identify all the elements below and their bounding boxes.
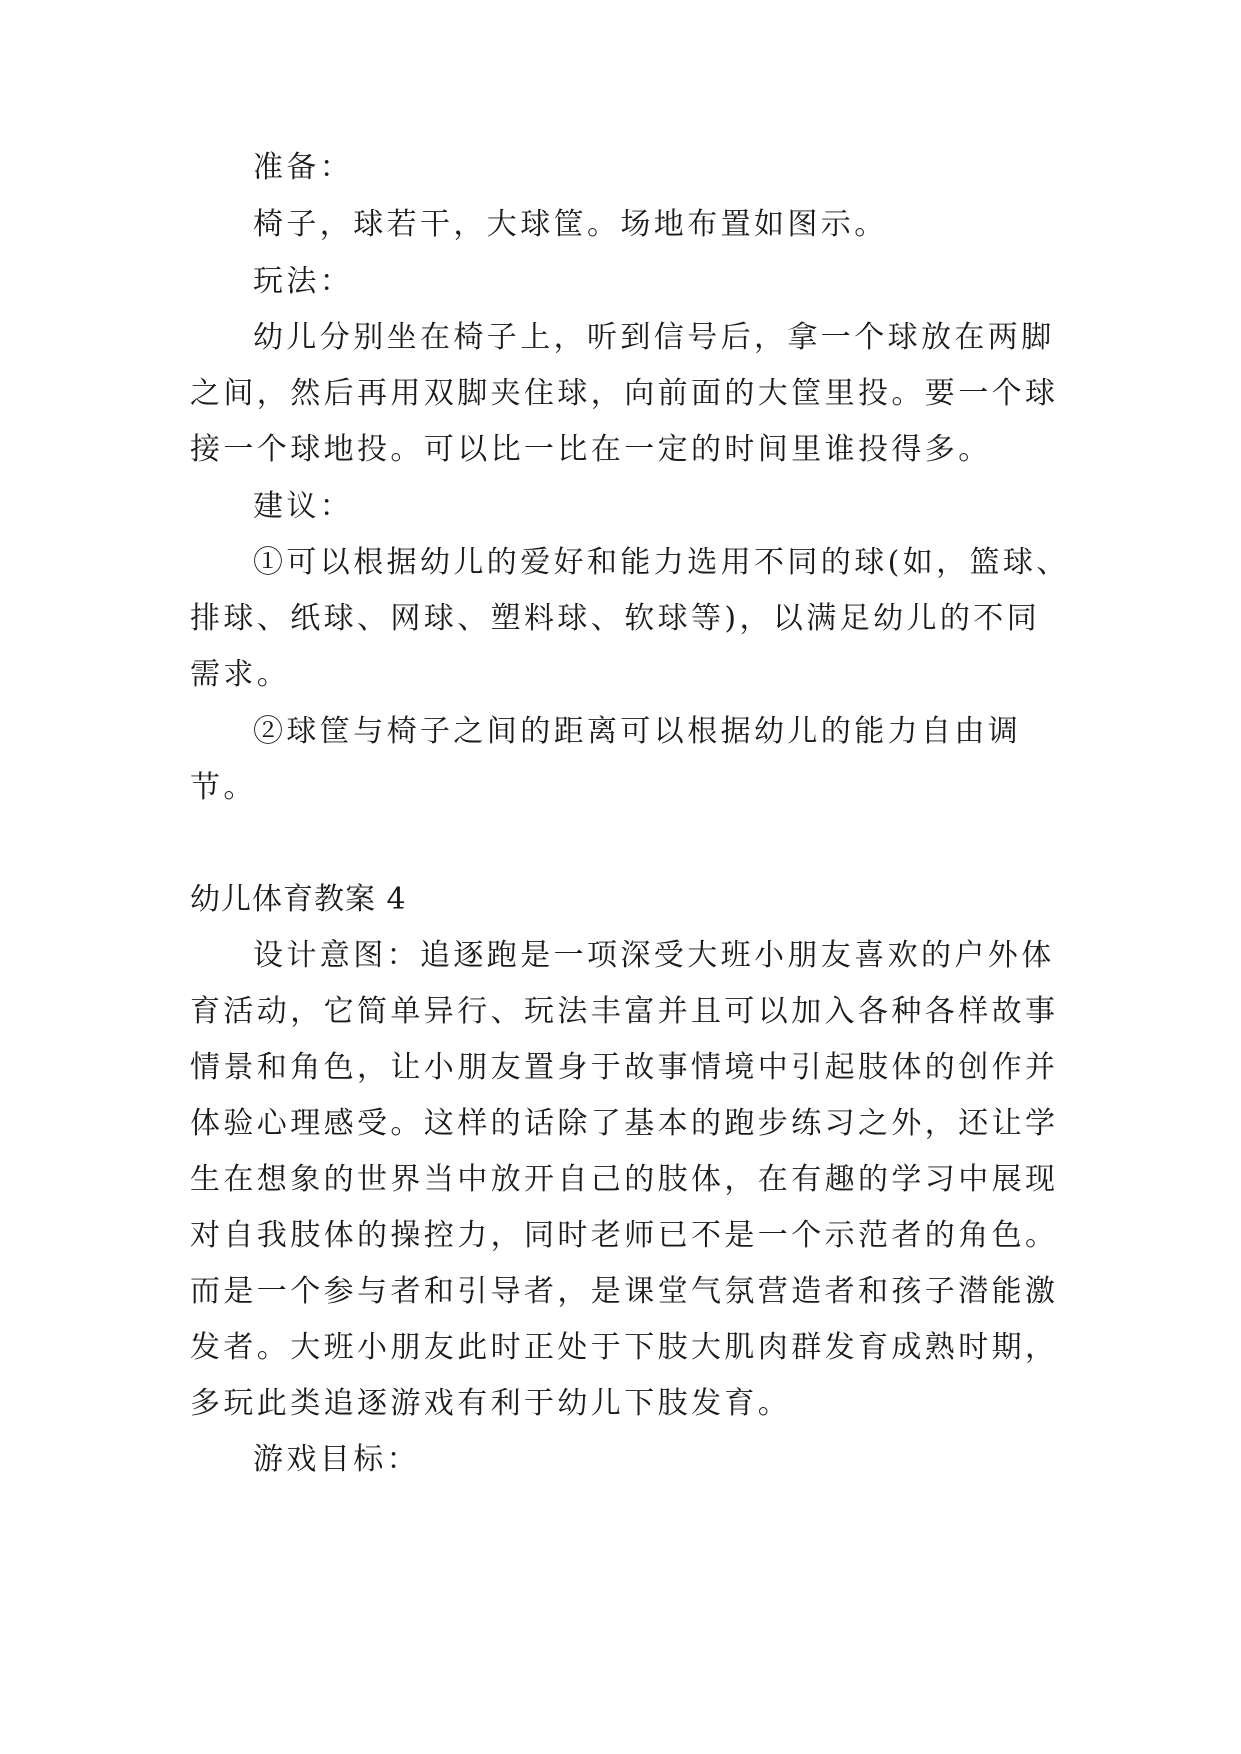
prep-text: 椅子，球若干，大球筐。场地布置如图示。 [253, 207, 888, 242]
paragraph-line: 育活动，它简单异行、玩法丰富并且可以加入各种各样故事 [190, 994, 1059, 1029]
goal-label: 游戏目标： [253, 1442, 420, 1477]
paragraph-line: 幼儿分别坐在椅子上，听到信号后，拿一个球放在两脚 [253, 320, 1055, 355]
paragraph-line: 发者。大班小朋友此时正处于下肢大肌肉群发育成熟时期， [190, 1330, 1059, 1365]
paragraph-line: 设计意图：追逐跑是一项深受大班小朋友喜欢的户外体 [253, 938, 1055, 973]
paragraph-line: 情景和角色，让小朋友置身于故事情境中引起肢体的创作并 [190, 1050, 1059, 1085]
paragraph-line: 生在想象的世界当中放开自己的肢体，在有趣的学习中展现 [190, 1162, 1059, 1197]
prep-label: 准备： [253, 150, 354, 185]
paragraph-line: 体验心理感受。这样的话除了基本的跑步练习之外，还让学 [190, 1106, 1059, 1141]
paragraph-line: 多玩此类追逐游戏有利于幼儿下肢发育。 [190, 1386, 792, 1421]
paragraph-line: 而是一个参与者和引导者，是课堂气氛营造者和孩子潜能激 [190, 1274, 1059, 1309]
play-label: 玩法： [253, 264, 354, 299]
advice-label: 建议： [253, 489, 354, 524]
paragraph-line: 之间，然后再用双脚夹住球，向前面的大筐里投。要一个球 [190, 376, 1059, 411]
paragraph-line: 排球、纸球、网球、塑料球、软球等)，以满足幼儿的不同 [190, 601, 1041, 636]
paragraph-line: 需求。 [190, 657, 291, 692]
paragraph-line: 节。 [190, 770, 257, 805]
section-title: 幼儿体育教案 4 [190, 882, 407, 917]
paragraph-line: ①可以根据幼儿的爱好和能力选用不同的球(如，篮球、 [253, 545, 1070, 580]
paragraph-line: 接一个球地投。可以比一比在一定的时间里谁投得多。 [190, 432, 992, 467]
paragraph-line: 对自我肢体的操控力，同时老师已不是一个示范者的角色。 [190, 1218, 1059, 1253]
paragraph-line: ②球筐与椅子之间的距离可以根据幼儿的能力自由调 [253, 714, 1022, 749]
